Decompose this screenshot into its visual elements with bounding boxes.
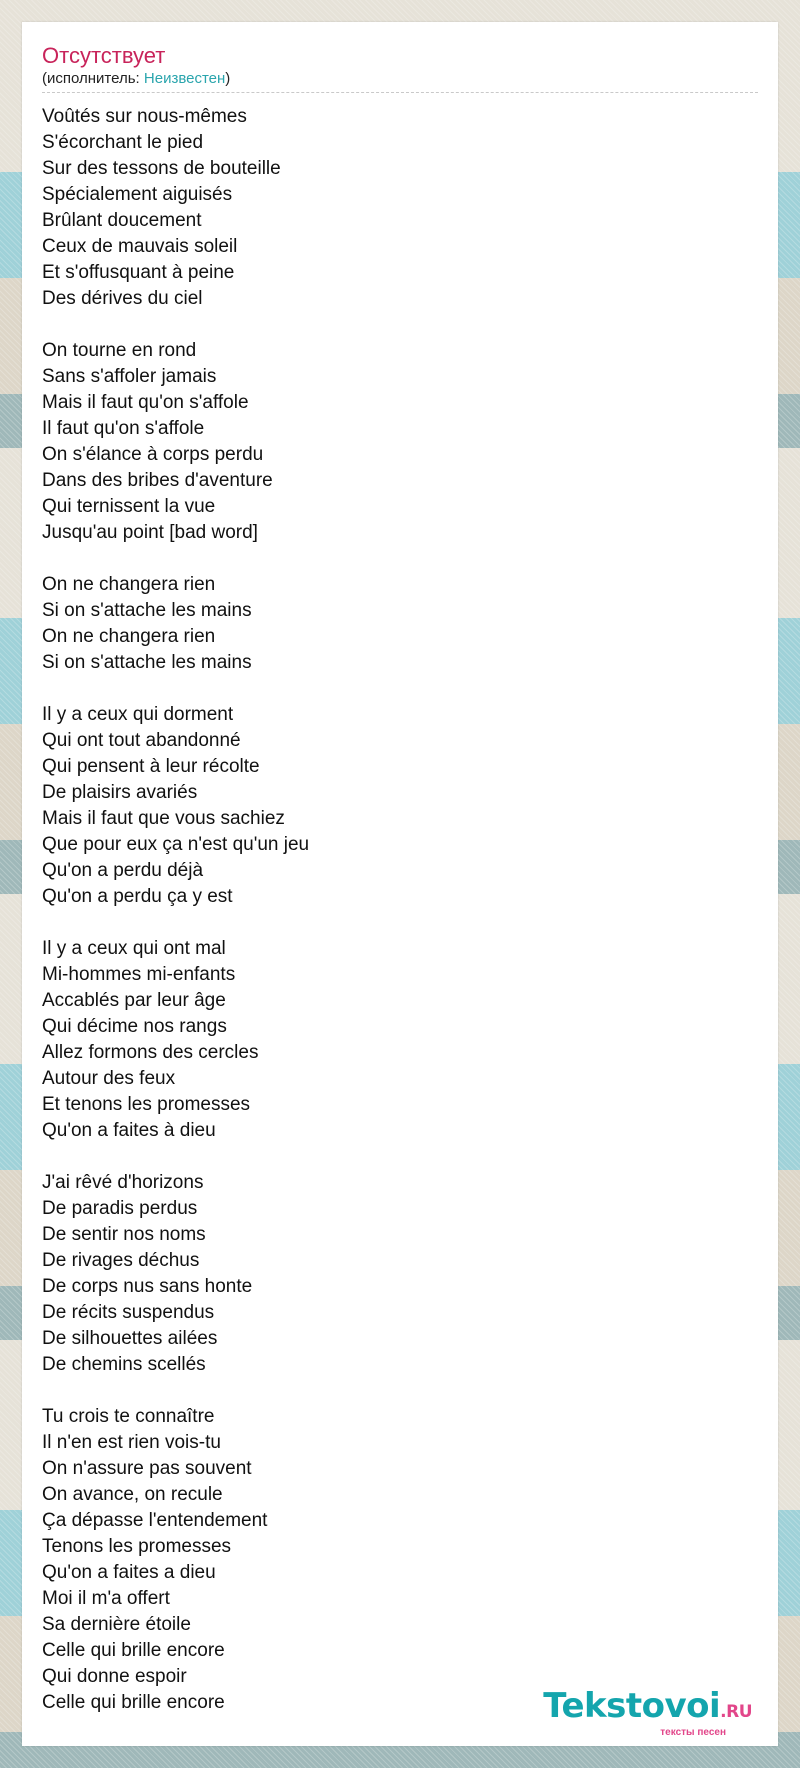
lyric-line: S'écorchant le pied (42, 132, 204, 153)
lyrics-body (42, 104, 309, 1742)
site-logo[interactable] (543, 1688, 752, 1738)
lyric-line: Qu'on a faites à dieu (42, 1120, 216, 1141)
lyric-line: Dans des bribes d'aventure (42, 470, 273, 491)
artist-link[interactable]: Неизвестен (143, 70, 226, 87)
logo-tagline: тексты песен (660, 1727, 726, 1738)
lyric-line: Qu'on a perdu déjà (42, 860, 204, 881)
lyric-line: De récits suspendus (42, 1302, 215, 1323)
logo-tld: .RU (720, 1702, 752, 1722)
lyric-line: Allez formons des cercles (42, 1042, 259, 1063)
lyric-line: Que pour eux ça n'est qu'un jeu (42, 834, 310, 855)
lyric-line: De sentir nos noms (42, 1224, 206, 1245)
lyric-line: Mais il faut que vous sachiez (42, 808, 285, 829)
lyrics-verse (42, 1404, 309, 1716)
artist-label: исполнитель: (47, 70, 140, 87)
lyric-line: Si on s'attache les mains (42, 652, 252, 673)
lyric-line: Qu'on a faites a dieu (42, 1562, 216, 1583)
lyric-line: Il n'en est rien vois-tu (42, 1432, 221, 1453)
lyrics-card (22, 22, 778, 1746)
lyric-line: Qu'on a perdu ça y est (42, 886, 233, 907)
lyric-line: J'ai rêvé d'horizons (42, 1172, 204, 1193)
lyric-line: Tu crois te connaître (42, 1406, 215, 1427)
lyric-line: Et tenons les promesses (42, 1094, 251, 1115)
lyric-line: Des dérives du ciel (42, 288, 203, 309)
lyric-line: On ne changera rien (42, 574, 216, 595)
lyric-line: Si on s'attache les mains (42, 600, 252, 621)
lyric-line: Il y a ceux qui dorment (42, 704, 234, 725)
lyric-line: Ceux de mauvais soleil (42, 236, 238, 257)
lyric-line: Qui ternissent la vue (42, 496, 216, 517)
lyric-line: De paradis perdus (42, 1198, 198, 1219)
lyric-line: Autour des feux (42, 1068, 176, 1089)
lyric-line: Mi-hommes mi-enfants (42, 964, 236, 985)
lyric-line: Brûlant doucement (42, 210, 202, 231)
lyric-line: Jusqu'au point [bad word] (42, 522, 258, 543)
lyric-line: Accablés par leur âge (42, 990, 226, 1011)
lyric-line: Voûtés sur nous-mêmes (42, 106, 247, 127)
logo-name: Tekstovoi (543, 1686, 721, 1726)
lyric-line: On n'assure pas souvent (42, 1458, 252, 1479)
lyric-line: Il y a ceux qui ont mal (42, 938, 226, 959)
lyrics-verse (42, 338, 309, 546)
lyrics-verse (42, 936, 309, 1144)
lyric-line: De silhouettes ailées (42, 1328, 218, 1349)
lyric-line: Ça dépasse l'entendement (42, 1510, 268, 1531)
lyric-line: Il faut qu'on s'affole (42, 418, 205, 439)
header-divider (42, 92, 758, 93)
lyric-line: On ne changera rien (42, 626, 216, 647)
lyric-line: De rivages déchus (42, 1250, 200, 1271)
lyric-line: On s'élance à corps perdu (42, 444, 264, 465)
artist-line: (исполнитель: Неизвестен) (42, 70, 231, 87)
lyrics-verse (42, 702, 309, 910)
lyrics-verse (42, 104, 309, 312)
lyric-line: De plaisirs avariés (42, 782, 198, 803)
lyric-line: De chemins scellés (42, 1354, 206, 1375)
lyric-line: Qui pensent à leur récolte (42, 756, 260, 777)
lyric-line: De corps nus sans honte (42, 1276, 253, 1297)
lyrics-verse (42, 1170, 309, 1378)
lyric-line: On tourne en rond (42, 340, 197, 361)
lyric-line: Celle qui brille encore (42, 1692, 225, 1713)
lyric-line: Sur des tessons de bouteille (42, 158, 281, 179)
lyric-line: Moi il m'a offert (42, 1588, 170, 1609)
lyric-line: Sans s'affoler jamais (42, 366, 217, 387)
lyric-line: On avance, on recule (42, 1484, 223, 1505)
lyric-line: Qui décime nos rangs (42, 1016, 227, 1037)
lyric-line: Tenons les promesses (42, 1536, 232, 1557)
lyric-line: Qui donne espoir (42, 1666, 187, 1687)
lyric-line: Et s'offusquant à peine (42, 262, 235, 283)
song-title: Отсутствует (42, 43, 166, 68)
lyric-line: Mais il faut qu'on s'affole (42, 392, 249, 413)
lyric-line: Qui ont tout abandonné (42, 730, 241, 751)
song-header (42, 42, 758, 88)
lyric-line: Celle qui brille encore (42, 1640, 225, 1661)
lyric-line: Sa dernière étoile (42, 1614, 191, 1635)
lyric-line: Spécialement aiguisés (42, 184, 233, 205)
lyrics-verse (42, 572, 309, 676)
